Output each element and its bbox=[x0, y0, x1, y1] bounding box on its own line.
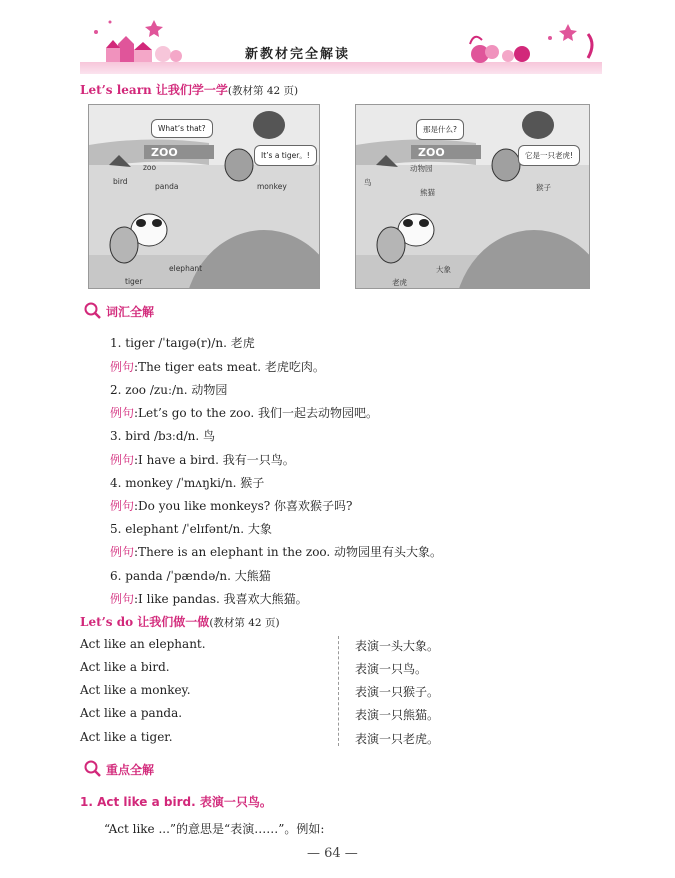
illustration-english bbox=[88, 104, 320, 289]
example-4 bbox=[110, 497, 352, 514]
speech-bubble-2: It’s a tiger。! bbox=[254, 145, 317, 166]
do-row-3-zh: 表演一只猴子。 bbox=[355, 685, 440, 699]
label-zoo: 动物园 bbox=[410, 164, 433, 173]
page-number: — 64 — bbox=[307, 846, 358, 861]
speech-bubble-2: 它是一只老虎! bbox=[518, 145, 580, 166]
header-title: 新教材完全解读 bbox=[245, 47, 351, 62]
do-row-4-en: Act like a panda. bbox=[80, 706, 183, 720]
do-row-4-zh: 表演一只熊猫。 bbox=[355, 708, 440, 722]
vocab-item-6: 6. panda /ˈpændə/n. 大熊猫 bbox=[110, 569, 271, 583]
label-elephant: 大象 bbox=[436, 265, 451, 274]
example-text: :I like pandas. 我喜欢大熊猫。 bbox=[134, 592, 308, 606]
example-label: 例句 bbox=[110, 406, 135, 420]
speech-bubble-1: What’s that? bbox=[151, 119, 213, 138]
example-label: 例句 bbox=[110, 360, 135, 374]
key-point-1-text: “Act like ...”的意思是“表演……”。例如: bbox=[104, 822, 325, 836]
vocab-item-2: 2. zoo /zuː/n. 动物园 bbox=[110, 383, 228, 397]
do-row-3-en: Act like a monkey. bbox=[80, 683, 191, 697]
label-elephant: elephant bbox=[169, 264, 203, 273]
column-divider bbox=[338, 636, 339, 746]
label-panda: 熊猫 bbox=[420, 188, 435, 197]
example-label: 例句 bbox=[110, 499, 135, 513]
vocab-heading bbox=[84, 302, 154, 320]
do-row-2-en: Act like a bird. bbox=[80, 660, 170, 674]
example-text: :The tiger eats meat. 老虎吃肉。 bbox=[134, 360, 325, 374]
label-bird: bird bbox=[113, 177, 128, 186]
key-point-1: 1. Act like a bird. 表演一只鸟。 bbox=[80, 795, 272, 809]
example-label: 例句 bbox=[110, 545, 135, 559]
example-2 bbox=[110, 404, 378, 421]
zoo-scene-icon bbox=[356, 105, 589, 288]
vocab-item-1: 1. tiger /ˈtaɪɡə(r)/n. 老虎 bbox=[110, 336, 255, 350]
vocab-item-5: 5. elephant /ˈelɪfənt/n. 大象 bbox=[110, 522, 272, 536]
do-heading-text: Let’s do 让我们做一做 bbox=[80, 615, 210, 629]
label-tiger: tiger bbox=[125, 277, 143, 286]
example-text: :There is an elephant in the zoo. 动物园里有头大象。 bbox=[134, 545, 443, 559]
illustration-chinese bbox=[355, 104, 590, 289]
do-row-2-zh: 表演一只鸟。 bbox=[355, 662, 428, 676]
magnifier-icon bbox=[84, 302, 102, 320]
learn-heading bbox=[80, 81, 298, 98]
do-row-5-en: Act like a tiger. bbox=[80, 730, 173, 744]
example-label: 例句 bbox=[110, 592, 135, 606]
learn-note: (教材第 42 页) bbox=[227, 85, 299, 97]
example-3 bbox=[110, 451, 295, 468]
do-heading bbox=[80, 613, 280, 630]
example-text: :Let’s go to the zoo. 我们一起去动物园吧。 bbox=[134, 406, 378, 420]
label-zoo: zoo bbox=[143, 163, 157, 172]
example-6 bbox=[110, 590, 308, 607]
example-text: :Do you like monkeys? 你喜欢猴子吗? bbox=[134, 499, 353, 513]
example-label: 例句 bbox=[110, 453, 135, 467]
vocab-heading-text: 词汇全解 bbox=[106, 304, 155, 319]
flower-decoration-icon bbox=[440, 14, 600, 64]
do-row-1-en: Act like an elephant. bbox=[80, 637, 206, 651]
vocab-item-4: 4. monkey /ˈmʌŋki/n. 猴子 bbox=[110, 476, 265, 490]
do-note: (教材第 42 页) bbox=[209, 617, 280, 629]
label-bird: 鸟 bbox=[364, 178, 372, 187]
vocab-item-3: 3. bird /bɜːd/n. 鸟 bbox=[110, 429, 215, 443]
example-text: :I have a bird. 我有一只鸟。 bbox=[134, 453, 295, 467]
label-panda: panda bbox=[155, 182, 179, 191]
example-5 bbox=[110, 543, 442, 560]
speech-bubble-1: 那是什么? bbox=[416, 119, 464, 140]
do-row-5-zh: 表演一只老虎。 bbox=[355, 732, 440, 746]
do-row-1-zh: 表演一头大象。 bbox=[355, 639, 440, 653]
label-monkey: 猴子 bbox=[536, 183, 551, 192]
zoo-sign: ZOO bbox=[418, 146, 445, 159]
magnifier-icon bbox=[84, 760, 102, 778]
learn-heading-text: Let’s learn 让我们学一学 bbox=[80, 83, 228, 97]
key-heading bbox=[84, 760, 154, 778]
castle-decoration-icon bbox=[88, 14, 208, 64]
key-heading-text: 重点全解 bbox=[106, 762, 155, 777]
label-monkey: monkey bbox=[257, 182, 287, 191]
label-tiger: 老虎 bbox=[392, 278, 407, 287]
example-1 bbox=[110, 358, 325, 375]
zoo-sign: ZOO bbox=[151, 146, 178, 159]
